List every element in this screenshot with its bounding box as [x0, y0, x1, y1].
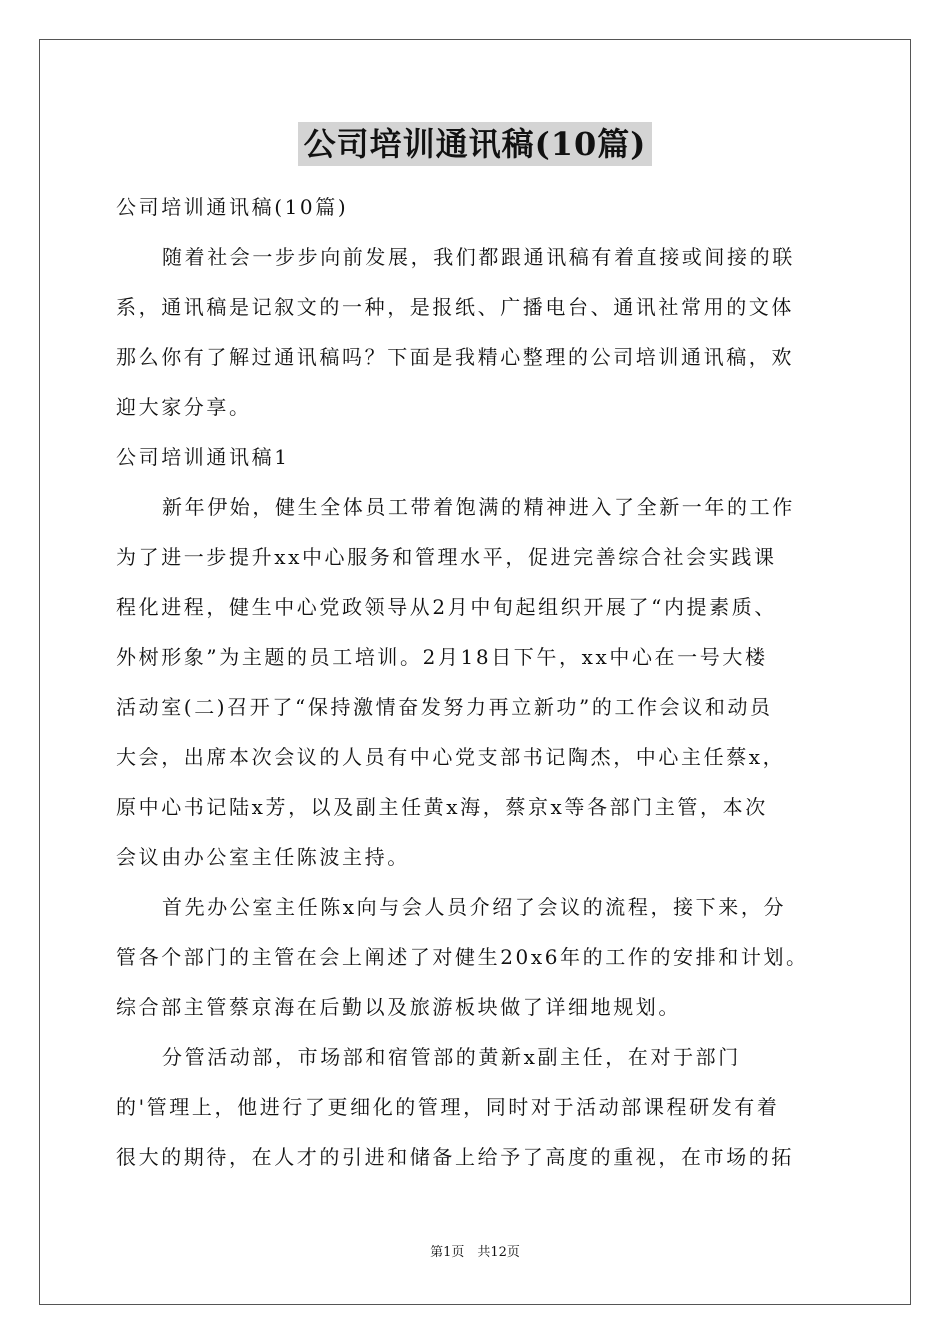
text-line: 大会，出席本次会议的人员有中心党支部书记陶杰，中心主任蔡x，	[116, 745, 786, 769]
text-line: 会议由办公室主任陈波主持。	[116, 845, 410, 869]
text-line: 随着社会一步步向前发展，我们都跟通讯稿有着直接或间接的联	[162, 245, 795, 269]
text-line: 系，通讯稿是记叙文的一种，是报纸、广播电台、通讯社常用的文体	[116, 295, 794, 319]
text-line: 活动室(二)召开了“保持激情奋发努力再立新功”的工作会议和动员	[116, 695, 773, 719]
text-line: 首先办公室主任陈x向与会人员介绍了会议的流程，接下来，分	[162, 895, 787, 919]
text-line: 分管活动部，市场部和宿管部的黄新x副主任，在对于部门	[162, 1045, 741, 1069]
document-title: 公司培训通讯稿(10篇)	[298, 122, 653, 166]
text-line: 外树形象”为主题的员工培训。2月18日下午，xx中心在一号大楼	[116, 645, 768, 669]
text-line: 新年伊始，健生全体员工带着饱满的精神进入了全新一年的工作	[162, 495, 795, 519]
text-line: 程化进程，健生中心党政领导从2月中旬起组织开展了“内提素质、	[116, 595, 777, 619]
text-line: 迎大家分享。	[116, 395, 252, 419]
document-body	[116, 182, 840, 1182]
text-line: 综合部主管蔡京海在后勤以及旅游板块做了详细地规划。	[116, 995, 681, 1019]
text-line: 原中心书记陆x芳，以及副主任黄x海，蔡京x等各部门主管，本次	[116, 795, 768, 819]
text-line: 那么你有了解过通讯稿吗？下面是我精心整理的公司培训通讯稿，欢	[116, 345, 794, 369]
text-line: 的'管理上，他进行了更细化的管理，同时对于活动部课程研发有着	[116, 1095, 780, 1119]
text-line: 公司培训通讯稿(10篇)	[116, 195, 349, 219]
text-line: 很大的期待，在人才的引进和储备上给予了高度的重视，在市场的拓	[116, 1145, 794, 1169]
text-line: 公司培训通讯稿1	[116, 445, 290, 469]
text-line: 为了进一步提升xx中心服务和管理水平，促进完善综合社会实践课	[116, 545, 777, 569]
title-wrap	[0, 122, 950, 166]
text-line: 管各个部门的主管在会上阐述了对健生20x6年的工作的安排和计划。	[116, 945, 809, 969]
page-number: 第1页 共12页	[430, 1245, 520, 1260]
